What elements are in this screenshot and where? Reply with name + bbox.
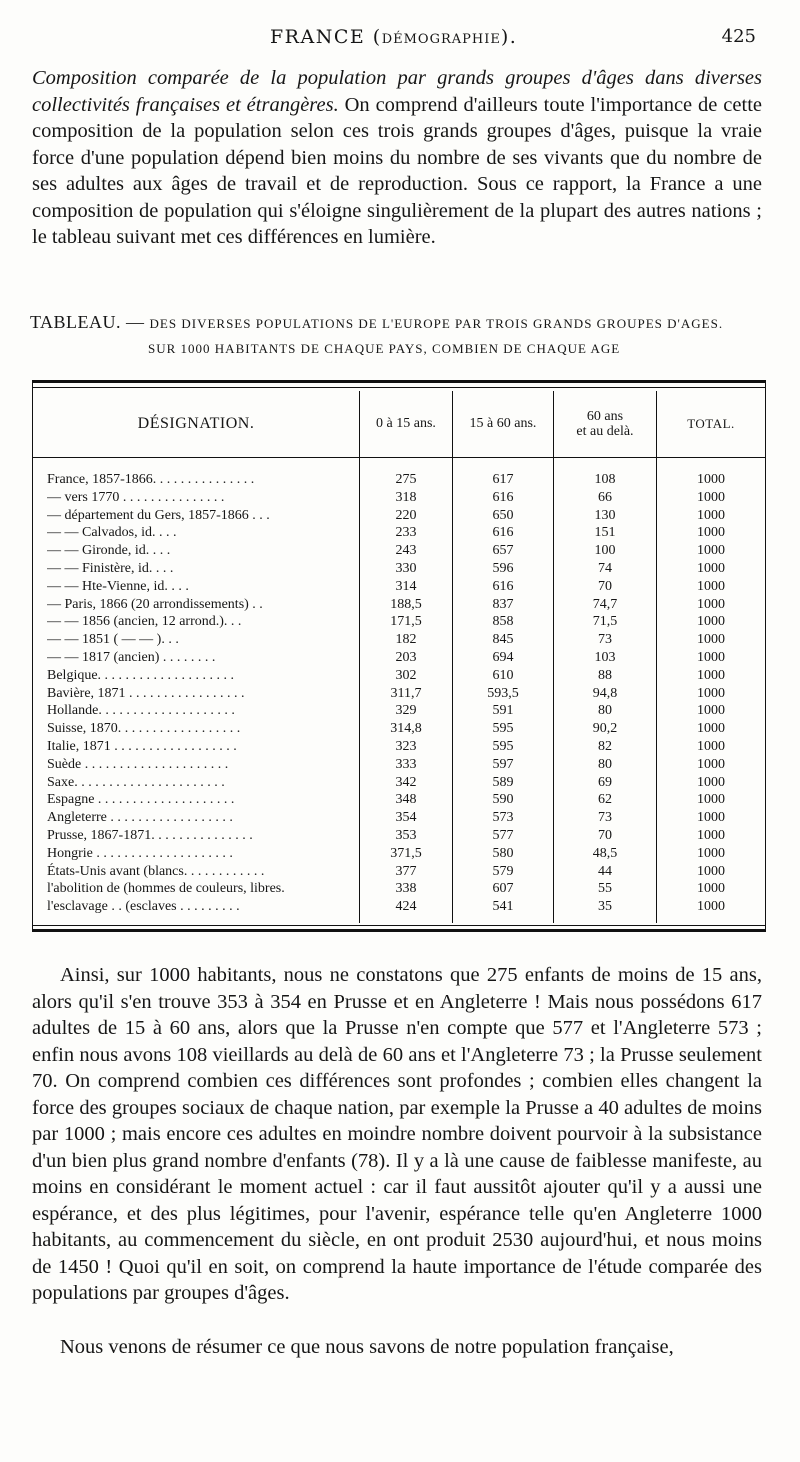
cell-60-plus: 70 <box>598 827 612 843</box>
cell-15-60: 845 <box>492 632 514 648</box>
header-0-15: 0 à 15 ans. <box>376 416 436 431</box>
table-row <box>33 578 765 596</box>
table-row <box>33 685 765 703</box>
running-head: FRANCE (DÉMOGRAPHIE). <box>270 26 518 48</box>
row-designation: — — 1817 (ancien) . . . . . . . . <box>47 649 216 665</box>
header-60-plus: 60 ans et au delà. <box>576 409 634 439</box>
cell-15-60: 591 <box>492 703 514 719</box>
row-designation: Suède . . . . . . . . . . . . . . . . . . . . . <box>47 756 229 772</box>
cell-15-60: 577 <box>492 827 514 843</box>
table-row <box>33 596 765 614</box>
cell-total: 1000 <box>697 614 725 630</box>
cell-15-60: 657 <box>492 543 514 559</box>
cell-15-60: 694 <box>492 649 514 665</box>
row-designation: — — 1851 ( — — ). . . <box>47 632 179 648</box>
cell-0-15: 314,8 <box>390 721 422 737</box>
cell-15-60: 573 <box>492 810 514 826</box>
cell-total: 1000 <box>697 863 725 879</box>
intro-italic-lead: Composition comparée de la population par grands groupes d'âges dans diverses collectivités françaises et étrangères. <box>32 67 762 116</box>
table-caption-title: TABLEAU. — DES DIVERSES POPULATIONS DE L'EUROPE PAR TROIS GRANDS GROUPES D'AGES. <box>30 312 724 332</box>
closing-paragraph: Nous venons de résumer ce que nous savons de notre population française, <box>60 1336 674 1358</box>
cell-total: 1000 <box>697 685 725 701</box>
table-row <box>33 560 765 578</box>
table-row <box>33 667 765 685</box>
row-designation: Angleterre . . . . . . . . . . . . . . . . . . <box>47 810 233 826</box>
cell-0-15: 311,7 <box>390 685 422 701</box>
page-number: 425 <box>721 26 756 47</box>
row-designation: Bavière, 1871 . . . . . . . . . . . . . . . . . <box>47 685 245 701</box>
cell-60-plus: 103 <box>594 649 616 665</box>
cell-0-15: 203 <box>395 649 417 665</box>
row-designation: — — Hte-Vienne, id. . . . <box>47 578 189 594</box>
cell-0-15: 371,5 <box>390 845 422 861</box>
page-header <box>0 20 800 50</box>
row-designation: l'esclavage . . (esclaves . . . . . . . . . <box>47 899 240 915</box>
cell-60-plus: 80 <box>598 703 612 719</box>
cell-60-plus: 82 <box>598 738 612 754</box>
row-designation: Saxe. . . . . . . . . . . . . . . . . . . . . . <box>47 774 225 790</box>
row-designation: — — Calvados, id. . . . <box>47 525 177 541</box>
cell-total: 1000 <box>697 827 725 843</box>
table-row <box>33 898 765 916</box>
cell-total: 1000 <box>697 703 725 719</box>
cell-total: 1000 <box>697 899 725 915</box>
cell-60-plus: 48,5 <box>592 845 618 861</box>
cell-0-15: 377 <box>395 863 417 879</box>
cell-15-60: 590 <box>492 792 514 808</box>
cell-15-60: 616 <box>492 525 514 541</box>
cell-60-plus: 74,7 <box>592 596 618 612</box>
cell-60-plus: 108 <box>594 472 616 487</box>
cell-60-plus: 90,2 <box>592 721 618 737</box>
cell-0-15: 333 <box>395 756 417 772</box>
table-row <box>33 845 765 863</box>
cell-total: 1000 <box>697 881 725 897</box>
cell-15-60: 650 <box>492 507 514 523</box>
table-row <box>33 631 765 649</box>
cell-60-plus: 94,8 <box>592 685 618 701</box>
cell-60-plus: 73 <box>598 632 612 648</box>
cell-15-60: 593,5 <box>487 685 519 701</box>
cell-0-15: 171,5 <box>390 614 422 630</box>
table-row <box>33 880 765 898</box>
cell-15-60: 616 <box>492 489 514 505</box>
cell-15-60: 617 <box>492 472 514 487</box>
row-designation: Hollande. . . . . . . . . . . . . . . . . . . . <box>47 703 235 719</box>
cell-15-60: 616 <box>492 578 514 594</box>
cell-0-15: 275 <box>395 472 417 487</box>
cell-0-15: 188,5 <box>390 596 422 612</box>
cell-0-15: 329 <box>395 703 417 719</box>
cell-15-60: 595 <box>492 721 514 737</box>
cell-total: 1000 <box>697 578 725 594</box>
cell-total: 1000 <box>697 632 725 648</box>
cell-0-15: 348 <box>395 792 417 808</box>
table-row <box>33 507 765 525</box>
table-caption <box>30 312 770 357</box>
cell-total: 1000 <box>697 596 725 612</box>
table-row <box>33 613 765 631</box>
cell-15-60: 596 <box>492 560 514 576</box>
cell-60-plus: 35 <box>598 899 612 915</box>
table-row <box>33 809 765 827</box>
cell-0-15: 338 <box>395 881 417 897</box>
cell-60-plus: 73 <box>598 810 612 826</box>
cell-60-plus: 100 <box>594 543 616 559</box>
cell-60-plus: 151 <box>594 525 616 541</box>
cell-60-plus: 66 <box>598 489 612 505</box>
header-rule <box>33 457 765 458</box>
cell-total: 1000 <box>697 525 725 541</box>
header-designation: DÉSIGNATION. <box>137 415 255 432</box>
cell-15-60: 858 <box>492 614 514 630</box>
cell-total: 1000 <box>697 489 725 505</box>
table-row <box>33 542 765 560</box>
cell-total: 1000 <box>697 845 725 861</box>
cell-60-plus: 88 <box>598 667 612 683</box>
cell-0-15: 302 <box>395 667 417 683</box>
cell-60-plus: 80 <box>598 756 612 772</box>
intro-text: On comprend d'ailleurs toute l'importance de cette composition de la population selon ces trois grands groupes d'âges, puisque la vraie force d'une population dépend bien moins du nombre de ses vivants que du nombre de ses adultes aux âges de travail et de reproduction. Sous ce rapport, la France a une composition de population qui s'éloigne singulièrement de la plupart des autres nations ; le tableau suivant met ces différences en lumière. <box>32 93 762 248</box>
cell-60-plus: 69 <box>598 774 612 790</box>
cell-60-plus: 74 <box>598 560 612 576</box>
row-designation: Hongrie . . . . . . . . . . . . . . . . . . . . <box>47 845 233 861</box>
table-row <box>33 756 765 774</box>
row-designation: Belgique. . . . . . . . . . . . . . . . . . . . <box>47 667 235 683</box>
cell-total: 1000 <box>697 649 725 665</box>
header-total: TOTAL. <box>687 416 735 431</box>
cell-0-15: 314 <box>395 578 417 594</box>
row-designation: — Paris, 1866 (20 arrondissements) . . <box>47 596 263 612</box>
table-row <box>33 524 765 542</box>
population-table <box>32 380 766 932</box>
cell-0-15: 353 <box>395 827 417 843</box>
cell-60-plus: 70 <box>598 578 612 594</box>
cell-60-plus: 71,5 <box>592 614 618 630</box>
cell-total: 1000 <box>697 560 725 576</box>
cell-total: 1000 <box>697 667 725 683</box>
cell-0-15: 182 <box>395 632 417 648</box>
table-row <box>33 738 765 756</box>
row-designation: — département du Gers, 1857-1866 . . . <box>47 507 270 523</box>
cell-15-60: 579 <box>492 863 514 879</box>
table-row <box>33 720 765 738</box>
cell-0-15: 330 <box>395 560 417 576</box>
row-designation: — — Gironde, id. . . . <box>47 543 171 559</box>
row-designation: États-Unis avant (blancs. . . . . . . . . . . . <box>47 863 265 879</box>
cell-0-15: 323 <box>395 738 417 754</box>
cell-15-60: 595 <box>492 738 514 754</box>
cell-total: 1000 <box>697 756 725 772</box>
row-designation: — — Finistère, id. . . . <box>47 560 174 576</box>
cell-15-60: 597 <box>492 756 514 772</box>
cell-0-15: 424 <box>395 899 417 915</box>
cell-0-15: 318 <box>395 489 417 505</box>
cell-0-15: 220 <box>395 507 417 523</box>
table-row <box>33 827 765 845</box>
row-designation: Prusse, 1867-1871. . . . . . . . . . . . . . . <box>47 827 253 843</box>
cell-total: 1000 <box>697 774 725 790</box>
cell-15-60: 541 <box>492 899 514 915</box>
cell-15-60: 580 <box>492 845 514 861</box>
cell-total: 1000 <box>697 792 725 808</box>
table-row <box>33 649 765 667</box>
row-designation: Suisse, 1870. . . . . . . . . . . . . . . . . . <box>47 721 241 737</box>
cell-total: 1000 <box>697 721 725 737</box>
table-row <box>33 863 765 881</box>
cell-total: 1000 <box>697 738 725 754</box>
cell-60-plus: 62 <box>598 792 612 808</box>
cell-0-15: 243 <box>395 543 417 559</box>
cell-total: 1000 <box>697 507 725 523</box>
row-designation: l'abolition de (hommes de couleurs, libres. <box>47 881 285 897</box>
cell-60-plus: 55 <box>598 881 612 897</box>
cell-0-15: 233 <box>395 525 417 541</box>
table-row <box>33 489 765 507</box>
row-designation: — — 1856 (ancien, 12 arrond.). . . <box>47 614 242 630</box>
cell-0-15: 354 <box>395 810 417 826</box>
row-designation: France, 1857-1866. . . . . . . . . . . . . . . <box>47 472 255 487</box>
table-row <box>33 774 765 792</box>
table-row <box>33 702 765 720</box>
row-designation: — vers 1770 . . . . . . . . . . . . . . . <box>47 489 225 505</box>
cell-15-60: 837 <box>492 596 514 612</box>
row-designation: Italie, 1871 . . . . . . . . . . . . . . . . . . <box>47 738 237 754</box>
cell-0-15: 342 <box>395 774 417 790</box>
analysis-paragraph: Ainsi, sur 1000 habitants, nous ne constatons que 275 enfants de moins de 15 ans, alors qu'il s'en trouve 353 à 354 en Prusse et en Angleterre ! Mais nous possédons 617 adultes de 15 à 60 ans, alors que la Prusse n'en compte que 577 et l'Angleterre 573 ; enfin nous avons 108 vieillards au delà de 60 ans et l'Angleterre 73 ; la Prusse seulement 70. On comprend combien ces différences sont profondes ; combien elles changent la force des groupes sociaux de chaque nation, par exemple la Prusse a 40 adultes de moins par 1000 ; mais encore ces adultes en moindre nombre doivent pourvoir à la subsistance d'un bien plus grand nombre d'enfants (78). Il y a là une cause de faiblesse manifeste, au moins en considérant le moment actuel : car il faut aussitôt ajouter qu'il y a aussi une espérance, et des plus légitimes, pour l'avenir, espérance telle qu'en Angleterre 1000 habitants, au commencement du siècle, en ont produit 2530 aujourd'hui, et nous moins de 1450 ! Quoi qu'il en soit, on comprend la haute importance de l'étude comparée des populations par groupes d'âges. <box>32 964 762 1304</box>
cell-15-60: 589 <box>492 774 514 790</box>
cell-total: 1000 <box>697 810 725 826</box>
cell-60-plus: 44 <box>598 863 612 879</box>
header-15-60: 15 à 60 ans. <box>469 416 537 431</box>
table-row <box>33 471 765 489</box>
cell-total: 1000 <box>697 543 725 559</box>
row-designation: Espagne . . . . . . . . . . . . . . . . . . . . <box>47 792 235 808</box>
cell-total: 1000 <box>697 472 725 487</box>
cell-15-60: 610 <box>492 667 514 683</box>
table-caption-subtitle: SUR 1000 HABITANTS DE CHAQUE PAYS, COMBIEN DE CHAQUE AGE <box>148 341 621 356</box>
table-row <box>33 791 765 809</box>
cell-60-plus: 130 <box>594 507 616 523</box>
intro-paragraph <box>32 65 762 251</box>
cell-15-60: 607 <box>492 881 514 897</box>
table-body <box>33 471 765 916</box>
